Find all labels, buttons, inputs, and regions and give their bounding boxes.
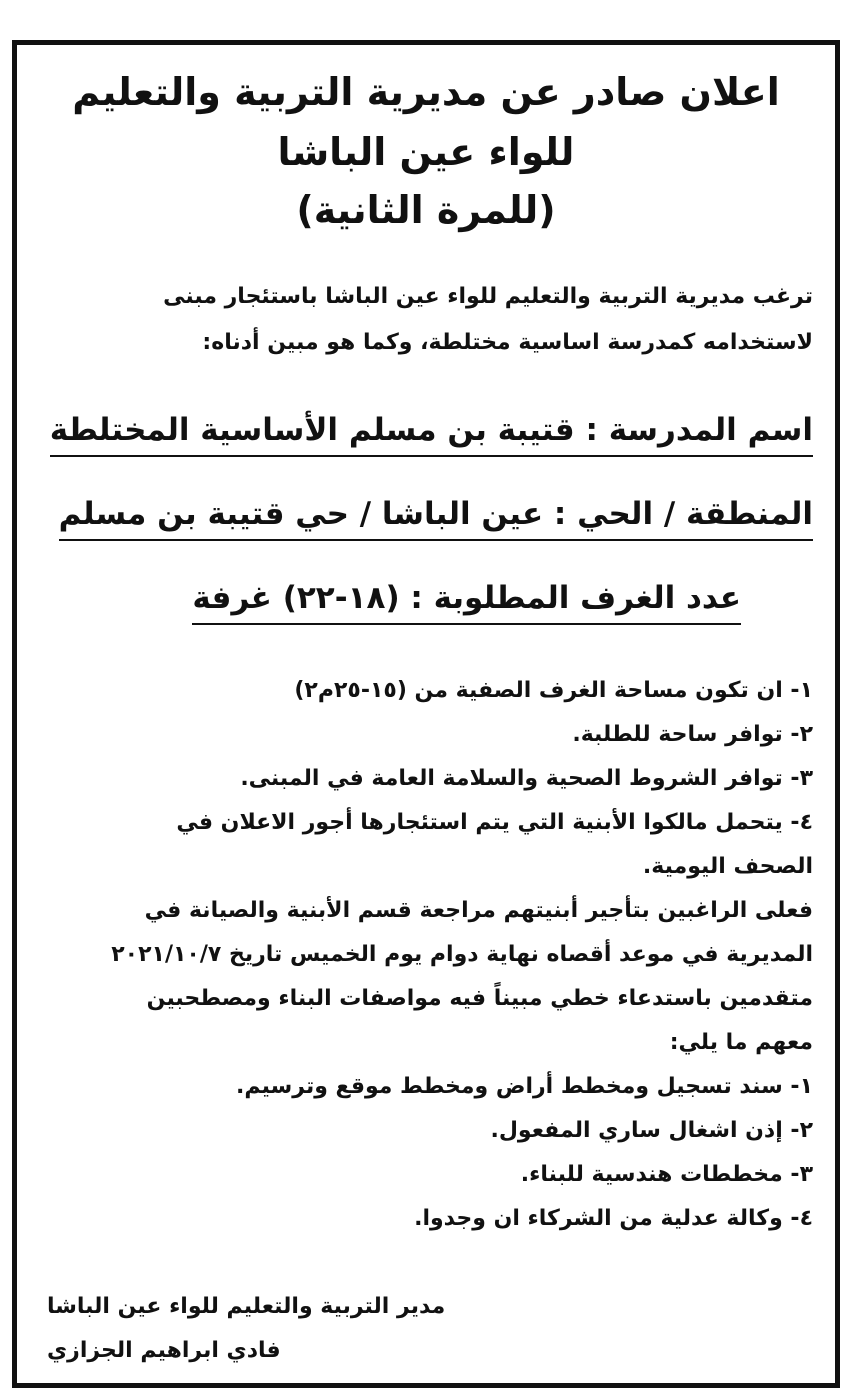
title-line-1: اعلان صادر عن مديرية التربية والتعليم bbox=[72, 70, 780, 114]
body-line: متقدمين باستدعاء خطي مبيناً فيه مواصفات البناء ومصطحبين bbox=[146, 986, 813, 1011]
rooms-text: عدد الغرف المطلوبة : (١٨-٢٢) غرفة bbox=[192, 577, 741, 625]
document-item: ٢- إذن اشغال ساري المفعول. bbox=[490, 1118, 813, 1143]
condition-item: ٤- يتحمل مالكوا الأبنية التي يتم استئجارها أجور الاعلان في bbox=[176, 810, 813, 835]
rooms-line bbox=[39, 577, 813, 625]
intro-line-1: ترغب مديرية التربية والتعليم للواء عين الباشا باستئجار مبنى bbox=[163, 284, 813, 309]
condition-item: ٢- توافر ساحة للطلبة. bbox=[572, 722, 813, 747]
document-item: ٤- وكالة عدلية من الشركاء ان وجدوا. bbox=[414, 1206, 813, 1231]
document-item: ٣- مخططات هندسية للبناء. bbox=[520, 1162, 813, 1187]
area-line bbox=[39, 493, 813, 541]
school-name-line bbox=[39, 409, 813, 457]
condition-item: ١- ان تكون مساحة الغرف الصفية من (١٥-٢٥م٢) bbox=[294, 678, 813, 703]
condition-item: الصحف اليومية. bbox=[642, 854, 813, 879]
announcement-content bbox=[17, 45, 835, 1383]
announcement-frame bbox=[12, 40, 840, 1388]
signature-title: مدير التربية والتعليم للواء عين الباشا bbox=[47, 1294, 446, 1319]
body-line: فعلى الراغبين بتأجير أبنيتهم مراجعة قسم الأبنية والصيانة في bbox=[144, 898, 813, 923]
title-line-3: (للمرة الثانية) bbox=[296, 188, 556, 232]
area-text: المنطقة / الحي : عين الباشا / حي قتيبة بن مسلم bbox=[59, 493, 813, 541]
title-line-2: للواء عين الباشا bbox=[277, 130, 575, 174]
intro-line-2: لاستخدامه كمدرسة اساسية مختلطة، وكما هو مبين أدناه: bbox=[202, 330, 813, 355]
condition-item: ٣- توافر الشروط الصحية والسلامة العامة في المبنى. bbox=[240, 766, 813, 791]
document-item: ١- سند تسجيل ومخطط أراض ومخطط موقع وترسيم. bbox=[236, 1074, 813, 1099]
school-name-text: اسم المدرسة : قتيبة بن مسلم الأساسية المختلطة bbox=[50, 409, 813, 457]
body-line: المديرية في موعد أقصاه نهاية دوام يوم الخميس تاريخ ٢٠٢١/١٠/٧ bbox=[111, 942, 813, 967]
body-line: معهم ما يلي: bbox=[669, 1030, 813, 1055]
signature-name: فادي ابراهيم الجزازي bbox=[47, 1338, 281, 1363]
